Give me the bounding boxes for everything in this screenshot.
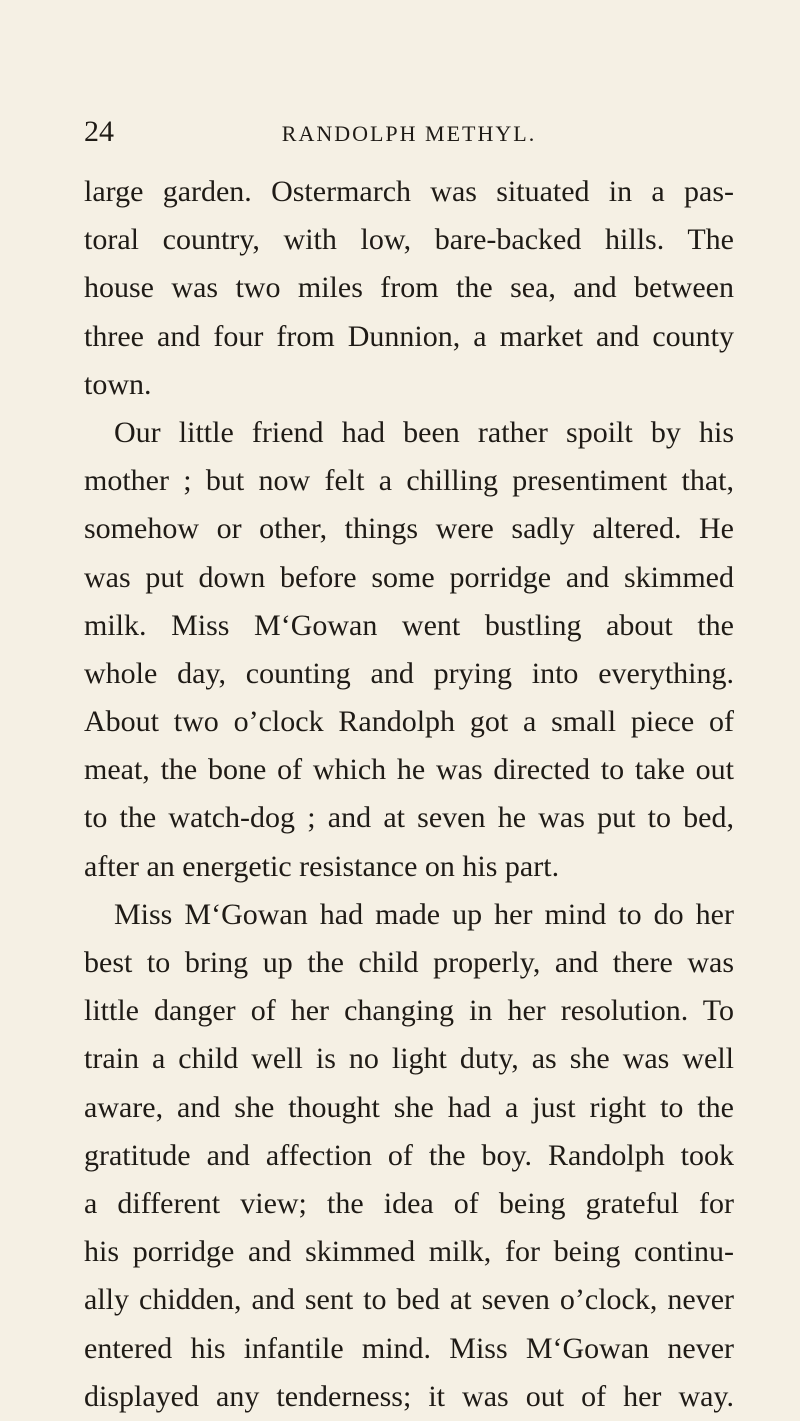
running-title: RANDOLPH METHYL.	[281, 121, 537, 146]
text-line: Our little friend had been rather spoilt by his	[114, 415, 734, 449]
text-line: after an energetic resistance on his part.	[84, 849, 560, 883]
text-line: milk. Miss M‘Gowan went bustling about the	[84, 608, 734, 642]
text-line: gratitude and affection of the boy. Randolph took	[84, 1138, 734, 1172]
text-line: house was two miles from the sea, and between	[84, 271, 734, 305]
text-line: aware, and she thought she had a just right to the	[84, 1090, 734, 1124]
text-line: toral country, with low, bare-backed hills. The	[84, 223, 734, 257]
text-line: his porridge and skimmed milk, for being continu-	[84, 1235, 734, 1269]
text-line: a different view; the idea of being grateful for	[84, 1186, 734, 1220]
text-line: displayed any tenderness; it was out of her way.	[84, 1379, 734, 1413]
text-line: whole day, counting and prying into everything.	[84, 656, 734, 690]
page-number: 24	[84, 115, 114, 148]
text-line: mother ; but now felt a chilling presentiment that,	[84, 464, 734, 498]
body-text	[84, 168, 734, 1421]
text-line: to the watch-dog ; and at seven he was put to bed,	[84, 801, 734, 835]
text-line: About two o’clock Randolph got a small piece of	[84, 705, 734, 739]
text-line: little danger of her changing in her resolution. To	[84, 994, 734, 1028]
text-line: entered his infantile mind. Miss M‘Gowan never	[84, 1331, 734, 1365]
text-line: somehow or other, things were sadly altered. He	[84, 512, 734, 546]
text-line: town.	[84, 367, 152, 401]
text-line: best to bring up the child properly, and there was	[84, 946, 734, 979]
running-head	[84, 112, 734, 152]
text-line: was put down before some porridge and skimmed	[84, 560, 734, 594]
text-line: three and four from Dunnion, a market and county	[84, 319, 734, 353]
text-line: train a child well is no light duty, as she was well	[84, 1042, 734, 1076]
text-line: large garden. Ostermarch was situated in a pas-	[84, 175, 734, 208]
text-line: ally chidden, and sent to bed at seven o’clock, never	[84, 1283, 734, 1317]
text-line: Miss M‘Gowan had made up her mind to do her	[114, 897, 734, 931]
text-line: meat, the bone of which he was directed to take out	[84, 753, 734, 787]
